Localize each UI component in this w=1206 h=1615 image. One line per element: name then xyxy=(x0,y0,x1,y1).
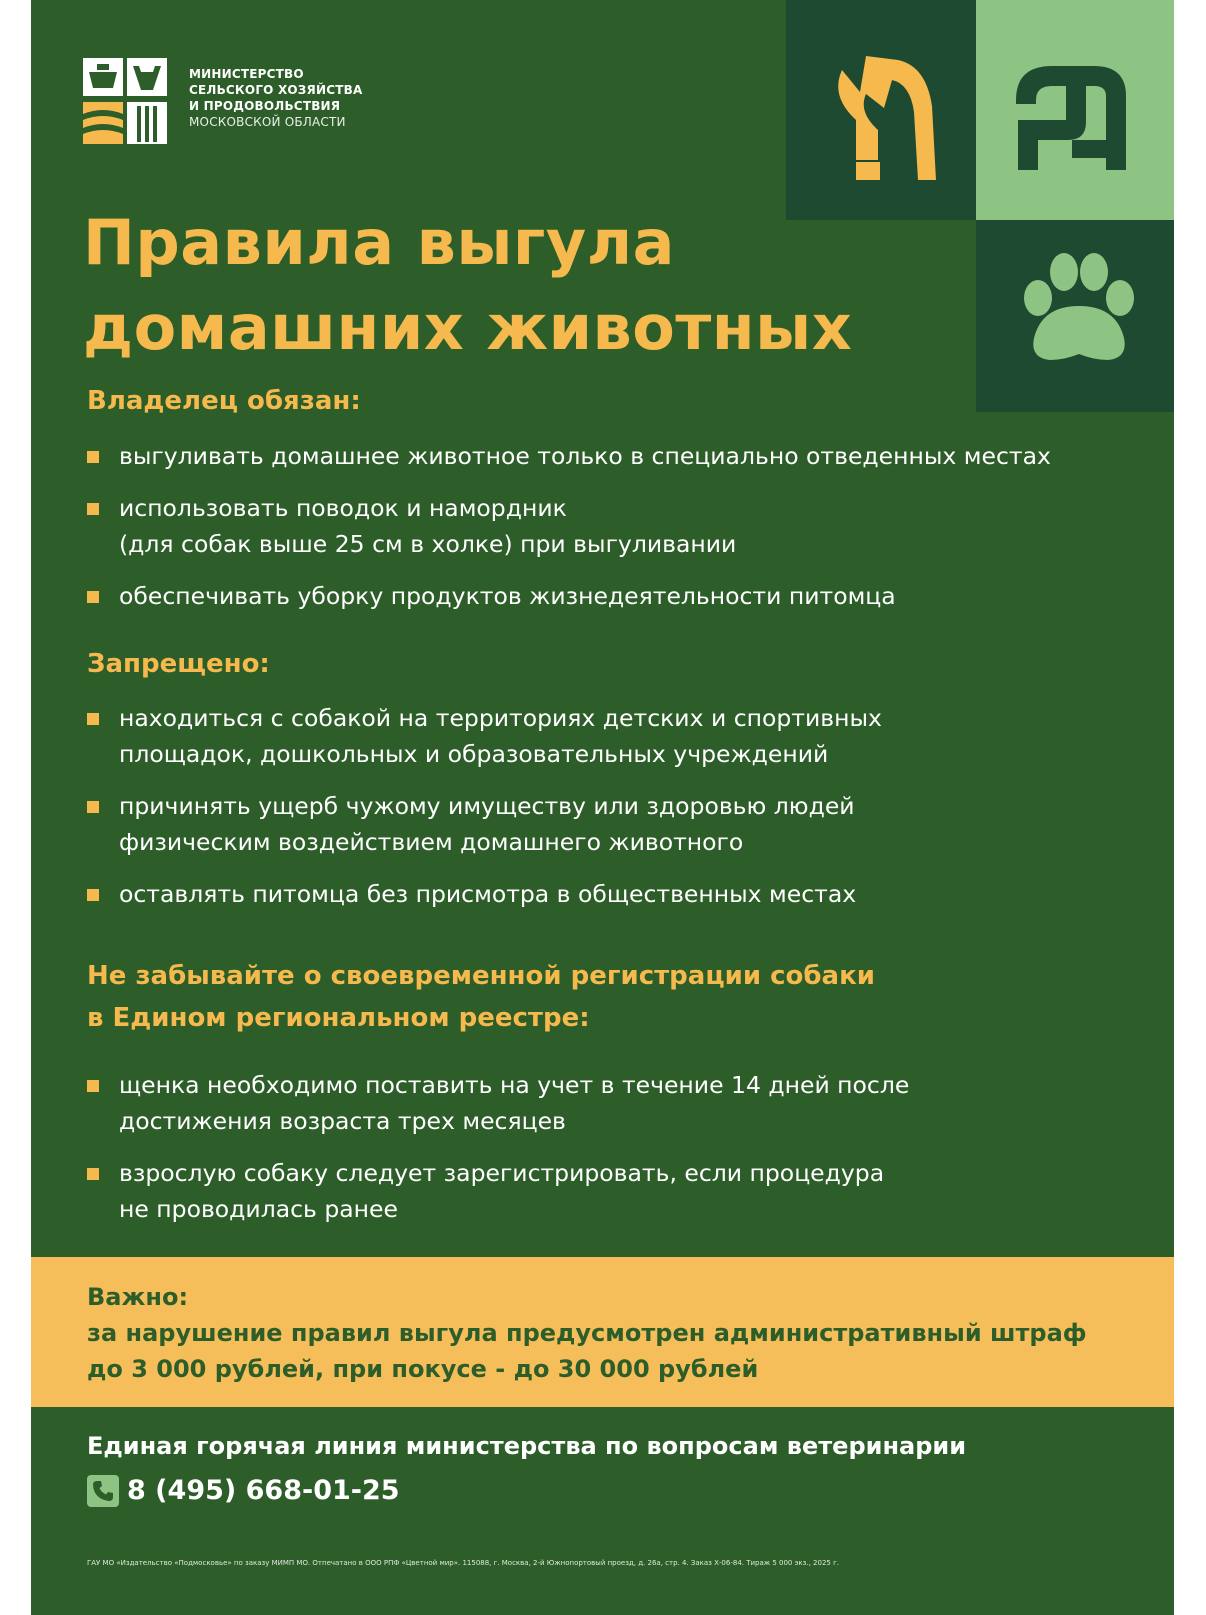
bullet-icon xyxy=(87,713,99,725)
title-line-2: домашних животных xyxy=(83,291,853,364)
bullet-icon xyxy=(87,451,99,463)
bullet-icon xyxy=(87,801,99,813)
ministry-name xyxy=(189,66,429,130)
list-item-line: (для собак выше 25 см в холке) при выгуливании xyxy=(119,530,737,558)
bullet-icon xyxy=(87,591,99,603)
phone-icon xyxy=(87,1475,119,1507)
list-item xyxy=(87,1155,1127,1227)
hotline-phone[interactable] xyxy=(87,1473,400,1509)
list-item-line: оставлять питомца без присмотра в общественных местах xyxy=(119,880,857,908)
registration-heading xyxy=(87,955,875,1039)
bullet-icon xyxy=(87,889,99,901)
ministry-line-3: И ПРОДОВОЛЬСТВИЯ xyxy=(189,99,341,113)
dog-block xyxy=(976,0,1174,220)
ministry-logo-icon xyxy=(83,58,167,144)
list-item xyxy=(87,578,1127,614)
owner-list xyxy=(87,438,1127,630)
list-item-line: достижения возраста трех месяцев xyxy=(119,1107,566,1135)
cat-icon xyxy=(786,0,976,220)
list-item-line: выгуливать домашнее животное только в специально отведенных местах xyxy=(119,442,1051,470)
forbidden-list xyxy=(87,700,1127,928)
notice-line-2: до 3 000 рублей, при покусе - до 30 000 рублей xyxy=(87,1355,759,1383)
list-item xyxy=(87,490,1127,562)
bullet-icon xyxy=(87,1168,99,1180)
ministry-line-2: СЕЛЬСКОГО ХОЗЯЙСТВА xyxy=(189,83,363,97)
list-item-line: обеспечивать уборку продуктов жизнедеятельности питомца xyxy=(119,582,896,610)
imprint-text: ГАУ МО «Издательство «Подмосковье» по заказу МИМП МО. Отпечатано в ООО РПФ «Цветной мир». 115088, г. Москва, 2-й Южнопортовый проезд, д. 26а, стр. 4. Заказ Х-06-84. Тираж 5 000 экз., 2025 г. xyxy=(87,1559,839,1567)
owner-heading: Владелец обязан: xyxy=(87,386,361,416)
phone-number[interactable]: 8 (495) 668-01-25 xyxy=(127,1475,400,1506)
list-item xyxy=(87,876,1127,912)
list-item xyxy=(87,788,1127,860)
registration-list xyxy=(87,1067,1127,1243)
list-item xyxy=(87,700,1127,772)
important-notice xyxy=(31,1257,1174,1407)
list-item-line: площадок, дошкольных и образовательных учреждений xyxy=(119,740,829,768)
ministry-line-1: МИНИСТЕРСТВО xyxy=(189,67,304,81)
list-item xyxy=(87,438,1127,474)
list-item-line: взрослую собаку следует зарегистрировать, если процедура xyxy=(119,1159,885,1187)
list-item-line: не проводилась ранее xyxy=(119,1195,398,1223)
bullet-icon xyxy=(87,503,99,515)
list-item-line: причинять ущерб чужому имуществу или здоровью людей xyxy=(119,792,855,820)
hotline-label: Единая горячая линия министерства по вопросам ветеринарии xyxy=(87,1432,967,1460)
ministry-line-4: МОСКОВСКОЙ ОБЛАСТИ xyxy=(189,115,346,129)
title-line-1: Правила выгула xyxy=(83,206,675,279)
poster xyxy=(31,0,1174,1615)
registration-heading-line-2: в Едином региональном реестре: xyxy=(87,1003,590,1033)
bullet-icon xyxy=(87,1080,99,1092)
forbidden-heading: Запрещено: xyxy=(87,649,270,679)
list-item-line: находиться с собакой на территориях детских и спортивных xyxy=(119,704,882,732)
notice-line-1: за нарушение правил выгула предусмотрен административный штраф xyxy=(87,1319,1087,1347)
dog-icon xyxy=(976,0,1174,220)
list-item-line: щенка необходимо поставить на учет в течение 14 дней после xyxy=(119,1071,910,1099)
list-item-line: использовать поводок и намордник xyxy=(119,494,567,522)
page-title xyxy=(83,200,883,370)
paw-block xyxy=(976,220,1174,412)
list-item-line: физическим воздействием домашнего животного xyxy=(119,828,744,856)
list-item xyxy=(87,1067,1127,1139)
cat-block xyxy=(786,0,976,220)
notice-heading: Важно: xyxy=(87,1283,189,1311)
registration-heading-line-1: Не забывайте о своевременной регистрации собаки xyxy=(87,961,875,991)
paw-icon xyxy=(976,220,1174,412)
